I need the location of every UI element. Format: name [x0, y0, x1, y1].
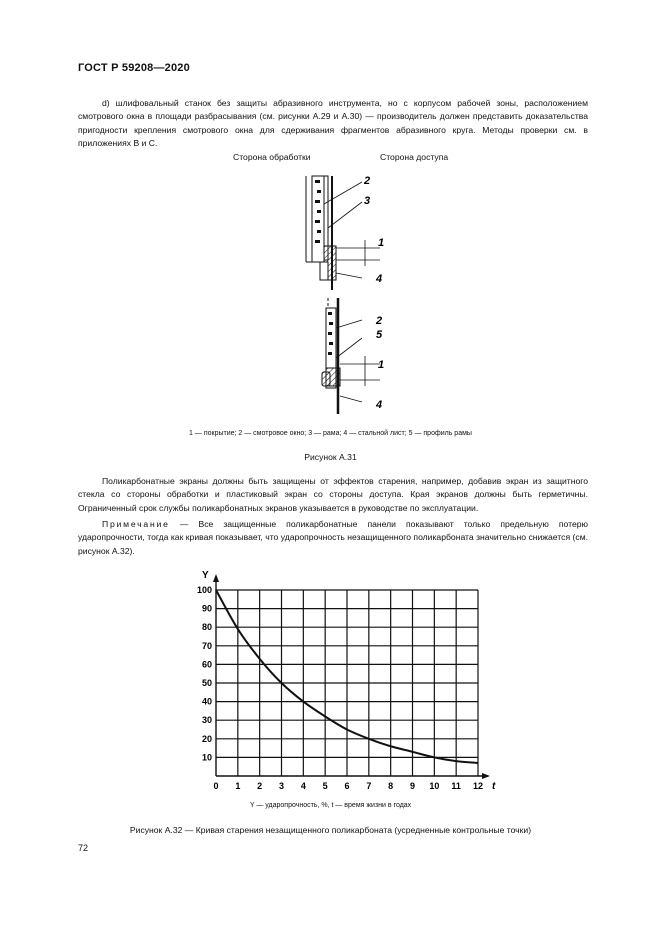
upper-assembly: [306, 176, 383, 290]
y-tick-label: 40: [201, 696, 212, 707]
x-tick-label: 2: [257, 781, 263, 791]
callout-3-upper: 3: [364, 195, 371, 207]
figure-a31-legend: 1 — покрытие; 2 — смотровое окно; 3 — рама; 4 — стальной лист; 5 — профиль рамы: [189, 430, 472, 437]
note-text: — Все защищенные поликарбонатные панели показывают только предельную потерю ударопрочности, тогда как кривая показывает, что ударопрочность незащищенного поликарбоната значительно снижается (см. рисунок А.32).: [78, 519, 588, 556]
note-paragraph: [78, 518, 588, 558]
y-tick-label: 70: [201, 640, 212, 651]
y-tick-label: 10: [201, 752, 212, 763]
callout-4-upper: 4: [376, 273, 383, 285]
y-tick-label: 20: [201, 733, 212, 744]
callout-2-lower: 2: [376, 315, 383, 327]
label-side-access: Сторона доступа: [380, 152, 449, 162]
x-axis-arrow: [482, 773, 490, 779]
x-tick-label: 11: [451, 781, 461, 791]
figure-a31-drawing: [290, 168, 410, 418]
figure-a32-legend: Y — ударопрочность, %, t — время жизни в годах: [249, 802, 412, 809]
y-tick-label: 80: [201, 622, 212, 633]
x-tick-label: 8: [388, 781, 394, 791]
label-side-processing: Сторона обработки: [233, 152, 311, 162]
lower-assembly: [322, 298, 383, 414]
paragraph-polycarbonate: Поликарбонатные экраны должны быть защищены от эффектов старения, например, добавив экран из защитного стекла со стороны обработки и пластиковый экран со стороны доступа. Края экранов должны быть герметичны. Ограниченный срок службы поликарбонатных экранов указывается в руководстве по эксплуатации.: [78, 476, 588, 513]
x-tick-label: 6: [344, 781, 350, 791]
y-tick-label: 30: [201, 715, 212, 726]
x-axis-label: t: [492, 781, 496, 792]
x-tick-label: 0: [213, 781, 219, 791]
x-tick-label: 7: [366, 781, 372, 791]
chart-grid: [216, 590, 478, 776]
callout-5-lower: 5: [376, 329, 383, 341]
x-tick-label: 3: [278, 781, 285, 791]
upper-clamp: [320, 262, 328, 280]
page-number: 72: [78, 843, 89, 853]
figure-a32-chart: [196, 568, 502, 792]
chart-axes: [213, 574, 490, 779]
document-header: ГОСТ Р 59208—2020: [78, 62, 190, 74]
callout-2-upper: 2: [364, 175, 371, 187]
y-axis-label: Y: [202, 570, 209, 581]
upper-window: [312, 176, 324, 262]
chart-tick-labels: [197, 585, 483, 791]
figure-a31-caption: Рисунок А.31: [304, 452, 357, 462]
figure-a32-caption: Рисунок А.32 — Кривая старения незащищенного поликарбоната (усредненные контрольные точки): [129, 825, 532, 835]
y-tick-label: 50: [201, 678, 212, 688]
x-tick-label: 9: [409, 781, 416, 791]
paragraph-d: d) шлифовальный станок без защиты абразивного инструмента, но с корпусом рабочей зоны, расположением смотрового окна в площади разбрасывания (см. рисунки А.29 и А.30) — производитель должен представить доказательства пригодности крепления смотрового окна для сдерживания фрагментов абразивного круга. Методы проверки см. в приложениях В и С.: [78, 98, 588, 148]
x-tick-label: 5: [322, 781, 328, 791]
x-tick-label: 12: [472, 781, 484, 791]
callout-4-lower: 4: [376, 399, 383, 411]
callout-1-upper: 1: [378, 237, 385, 249]
y-axis-arrow: [213, 574, 219, 582]
x-tick-label: 4: [300, 781, 306, 791]
callout-1-lower: 1: [378, 359, 385, 371]
y-tick-label: 60: [201, 659, 212, 670]
note-label: Примечание: [102, 519, 170, 529]
y-tick-label: 90: [201, 603, 212, 614]
y-tick-label: 100: [196, 585, 212, 595]
x-tick-label: 1: [235, 781, 241, 791]
x-tick-label: 10: [429, 781, 440, 791]
